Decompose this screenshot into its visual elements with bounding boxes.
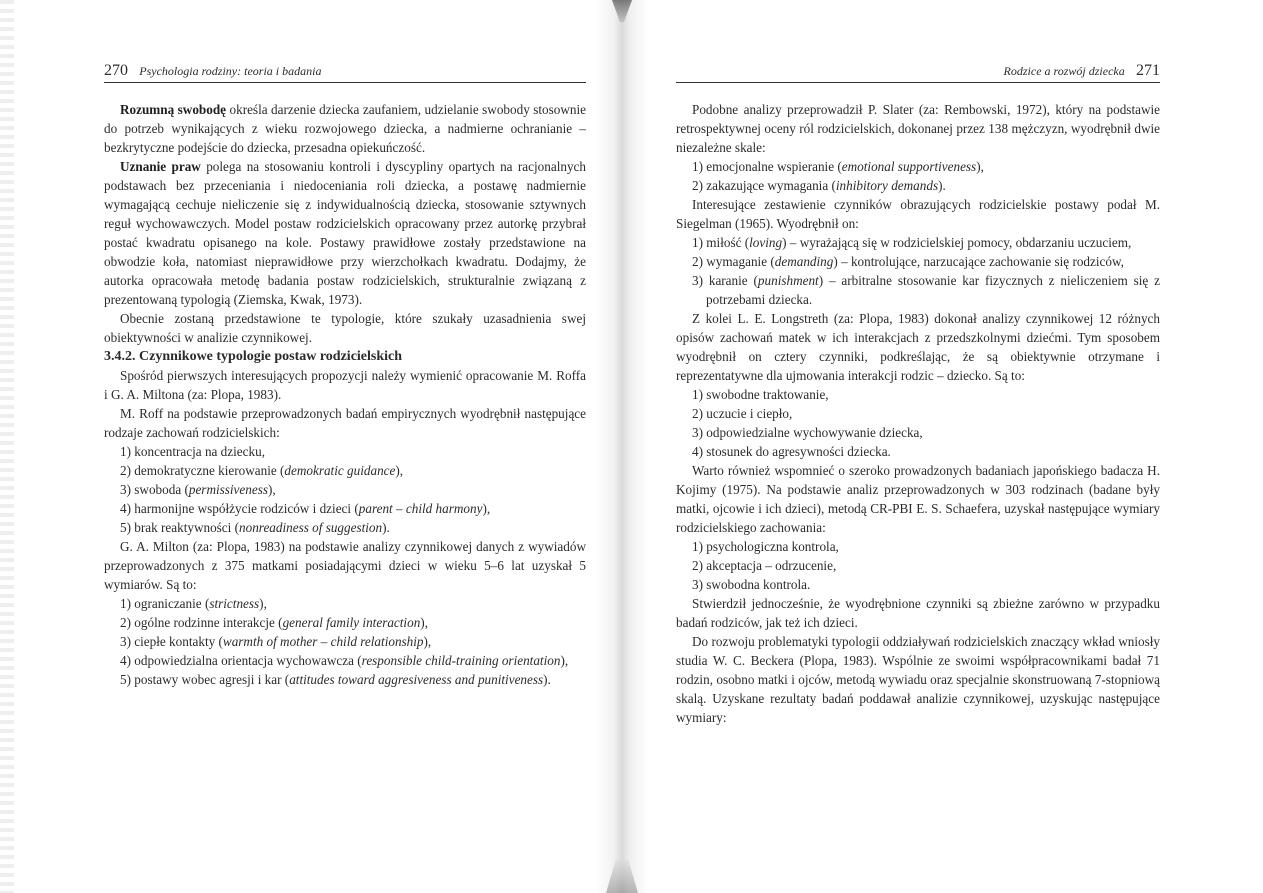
paragraph: Stwierdził jednocześnie, że wyodrębnione czynniki są zbieżne zarówno w przypadku badań rodziców, jak też ich dzieci. xyxy=(676,596,1160,630)
book-gutter xyxy=(596,0,648,893)
page-number: 271 xyxy=(1136,62,1160,79)
paragraph: Obecnie zostaną przedstawione te typologie, które szukały uzasadnienia swej obiektywności w analizie czynnikowej. xyxy=(104,311,586,345)
left-page xyxy=(104,0,586,893)
list-item: 1) psychologiczna kontrola, xyxy=(692,539,839,554)
kojima-list xyxy=(676,537,1160,594)
list-item: 2) demokratyczne kierowanie (demokratic guidance), xyxy=(120,463,404,478)
paragraph: Do rozwoju problematyki typologii oddziaływań rodzicielskich znaczący wkład wniosły studia W. C. Beckera (Plopa, 1983). Wspólnie ze swoimi współpracownikami badał 71 rodzin, osobno matki i ojców, metodą wywiadu oraz specjalnie skonstruowaną 7-stopniową skalą. Uzyskane rezultaty badań poddawał analizie czynnikowej, uzyskując następujące wymiary: xyxy=(676,634,1160,725)
list-item: 1) emocjonalne wspieranie (emotional supportiveness), xyxy=(692,159,984,174)
paragraph: Z kolei L. E. Longstreth (za: Plopa, 1983) dokonał analizy czynnikowej 12 różnych opisów zachowań matek w ich interakcjach z przedszkolnymi dziećmi. Tym sposobem wyodrębnił on cztery czynniki, podkreślając, że są obiektywnie otrzymane i reprezentatywne dla ujmowania interakcji rodzic – dziecko. Są to: xyxy=(676,311,1160,383)
term: Uznanie praw xyxy=(120,159,201,174)
slater-list xyxy=(676,157,1160,195)
paragraph: Interesujące zestawienie czynników obrazujących rodzicielskie postawy podał M. Siegelman (1965). Wyodrębnił on: xyxy=(676,197,1160,231)
section-heading: 3.4.2. Czynnikowe typologie postaw rodzicielskich xyxy=(104,349,403,364)
term: Rozumną swobodę xyxy=(120,102,227,117)
list-item: 1) miłość (loving) – wyrażającą się w rodzicielskiej pomocy, obdarzaniu uczuciem, xyxy=(692,235,1132,250)
right-page-header xyxy=(676,62,1160,83)
left-page-header xyxy=(104,62,586,83)
list-item: 3) ciepłe kontakty (warmth of mother – child relationship), xyxy=(120,634,432,649)
paragraph: Uznanie praw polega na stosowaniu kontroli i dyscypliny opartych na racjonalnych podstawach bez przeceniania i niedoceniania roli dziecka, a postawę nadmiernie wymagającą cechuje nieliczenie się z indywidualnością dziecka, stosowanie sztywnych reguł wychowawczych. Model postaw rodzicielskich opracowany przez autorkę przybrał postać kwadratu opisanego na kole. Postawy prawidłowe zostały przedstawione na obwodzie koła, natomiast nieprawidłowe przy wierzchołkach kwadratu. Dodajmy, że autorka opracowała metodę badania postaw rodzicielskich, strukturalnie związaną z prezentowaną typologią (Ziemska, Kwak, 1973). xyxy=(104,159,586,307)
list-item: 2) wymaganie (demanding) – kontrolujące, narzucające zachowanie się rodziców, xyxy=(692,254,1124,269)
paragraph: Rozumną swobodę określa darzenie dziecka zaufaniem, udzielanie swobody stosownie do potrzeb wynikających z wieku rozwojowego dziecka, a nadmierne ochranianie – bezkrytyczne podejście do dziecka, przesadna opiekuńczość. xyxy=(104,102,586,155)
paragraph: G. A. Milton (za: Plopa, 1983) na podstawie analizy czynnikowej danych z wywiadów przeprowadzonych z 375 matkami posiadającymi dzieci w wieku 5–6 lat uzyskał 5 wymiarów. Są to: xyxy=(104,539,586,592)
list-item: 4) stosunek do agresywności dziecka. xyxy=(692,444,891,459)
paragraph: M. Roff na podstawie przeprowadzonych badań empirycznych wyodrębnił następujące rodzaje zachowań rodzicielskich: xyxy=(104,406,586,440)
right-page-body xyxy=(676,100,1160,727)
right-page xyxy=(676,0,1160,893)
running-title: Rodzice a rozwój dziecka xyxy=(1003,64,1125,78)
siegelman-list xyxy=(676,233,1160,309)
list-item: 2) ogólne rodzinne interakcje (general family interaction), xyxy=(120,615,428,630)
list-item: 2) zakazujące wymagania (inhibitory demands). xyxy=(692,178,946,193)
running-title: Psychologia rodziny: teoria i badania xyxy=(139,64,322,78)
longstreth-list xyxy=(676,385,1160,461)
page-number: 270 xyxy=(104,62,128,79)
paragraph: Warto również wspomnieć o szeroko prowadzonych badaniach japońskiego badacza H. Kojimy (1975). Na podstawie analiz przeprowadzonych w 303 rodzinach (badane były matki, ojcowie i ich dzieci), metodą CR-PBI E. S. Schaefera, uzyskał następujące wymiary rodzicielskiego zachowania: xyxy=(676,463,1160,535)
page-edge xyxy=(0,0,14,893)
left-page-body xyxy=(104,100,586,689)
list-item: 3) swobodna kontrola. xyxy=(692,577,811,592)
list-item: 4) odpowiedzialna orientacja wychowawcza (responsible child-training orientation), xyxy=(120,653,569,668)
milton-list xyxy=(104,594,586,689)
list-item: 2) uczucie i ciepło, xyxy=(692,406,793,421)
list-item: 1) koncentracja na dziecku, xyxy=(120,444,265,459)
list-item: 5) brak reaktywności (nonreadiness of suggestion). xyxy=(120,520,390,535)
list-item: 2) akceptacja – odrzucenie, xyxy=(692,558,837,573)
list-item: 1) ograniczanie (strictness), xyxy=(120,596,267,611)
list-item: 4) harmonijne współżycie rodziców i dzieci (parent – child harmony), xyxy=(120,501,491,516)
list-item: 3) odpowiedzialne wychowywanie dziecka, xyxy=(692,425,923,440)
list-item: 5) postawy wobec agresji i kar (attitudes toward aggresiveness and punitiveness). xyxy=(120,672,551,687)
roff-list xyxy=(104,442,586,537)
paragraph: Podobne analizy przeprowadził P. Slater (za: Rembowski, 1972), który na podstawie retrospektywnej oceny ról rodzicielskich, dokonanej przez 138 mężczyzn, wyodrębnił dwie niezależne skale: xyxy=(676,102,1160,155)
list-item: 3) swoboda (permissiveness), xyxy=(120,482,276,497)
paragraph: Spośród pierwszych interesujących propozycji należy wymienić opracowanie M. Roffa i G. A. Miltona (za: Plopa, 1983). xyxy=(104,368,586,402)
list-item: 3) karanie (punishment) – arbitralne stosowanie kar fizycznych z nieliczeniem się z potrzebami dziecka. xyxy=(692,273,1160,307)
list-item: 1) swobodne traktowanie, xyxy=(692,387,829,402)
